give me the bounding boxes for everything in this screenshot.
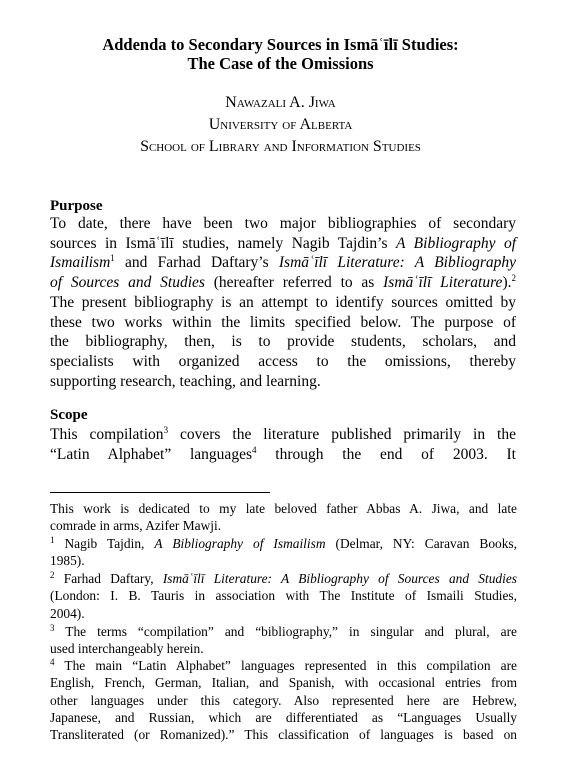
purpose-line: of Sources and Studies (hereafter referred to as Ismāʿīlī Literature).$^2$ [50,273,516,292]
footnote-ref-4: 4 [251,444,257,455]
footnote-separator [50,492,270,493]
scope-line: “Latin Alphabet” languages$^4$ through the end of 2003. It [50,444,516,463]
footnote-2: $^2$ Farhad Daftary, Ismāʿīlī Literature: A Bibliography of Sources and Studies (London: I. B. Tauris in association with The Institute of Ismaili Studies, 2004). [50,570,517,621]
purpose-paragraph [50,214,516,391]
footnote-ref-3: 3 [163,425,169,435]
purpose-line: To date, there have been two major bibliographies of secondary [50,215,516,232]
purpose-line: the bibliography, then, is to provide students, scholars, and [50,333,516,351]
author-affiliation: University of Alberta [208,116,353,133]
footnote-3: $^3$ The terms “compilation” and “bibliography,” in singular and plural, are used interchangeably herein. [50,623,517,657]
paper-title-line-2: The Case of the Omissions [187,54,374,73]
purpose-line: these two works within the limits specified below. The purpose of [50,313,516,331]
purpose-line: sources in Ismāʿīlī studies, namely Nagib Tajdin’s A Bibliography of [50,234,517,252]
scope-paragraph [50,425,516,464]
author-department: School of Library and Information Studies [140,138,421,155]
footnote-ref-1: 1 [110,253,115,264]
footnote-1: $^1$ Nagib Tajdin, A Bibliography of Ismailism (Delmar, NY: Caravan Books, 1985). [50,535,517,569]
purpose-line: Ismailism$^1$ and Farhad Daftary’s Ismāʿīlī Literature: A Bibliography [50,253,517,272]
paper-title-line-1: Addenda to Secondary Sources in Ismāʿīlī Studies: [102,35,459,54]
footnote-dedication: This work is dedicated to my late beloved father Abbas A. Jiwa, and late comrade in arms, Azifer Mawji. [50,501,517,534]
purpose-line: The present bibliography is an attempt to identify sources omitted by [50,293,516,311]
footnote-ref-2: 2 [511,273,516,284]
purpose-line: specialists with organized access to the omissions, thereby [50,352,516,370]
author-name: Nawazali A. Jiwa [225,94,336,111]
purpose-line: supporting research, teaching, and learning. [50,372,321,390]
section-heading-scope: Scope [50,407,88,423]
section-heading-purpose: Purpose [50,198,103,214]
scope-line: This compilation$^3$ covers the literature published primarily in the [50,425,516,443]
footnote-4: $^4$ The main “Latin Alphabet” languages represented in this compilation are English, French, German, Italian, and Spanish, with occasional entries from other languages under this category. Also represented here are Hebrew, Japanese, and Russian, which are differentiated as “Languages Usually Transliterated (or Romanized).” This classification of languages is based on [50,657,517,743]
